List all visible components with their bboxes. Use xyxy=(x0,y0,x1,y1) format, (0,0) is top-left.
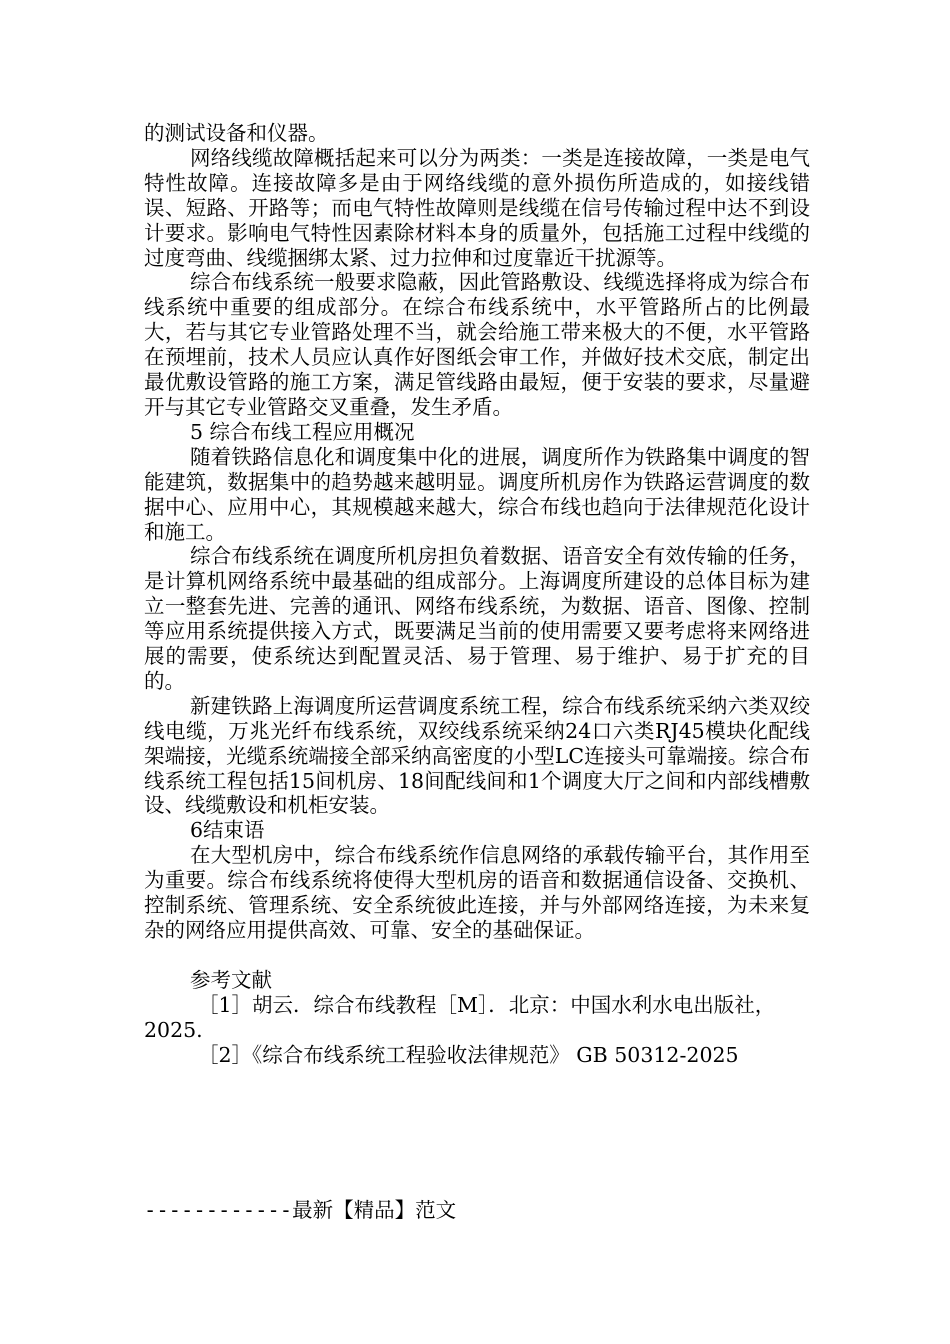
body-text xyxy=(144,121,810,1068)
paragraph-conduit: 综合布线系统一般要求隐蔽，因此管路敷设、线缆选择将成为综合布线系统中重要的组成部分。在综合布线系统中，水平管路所占的比例最大，若与其它专业管路处理不当，就会给施工带来极大的不便，水平管路在预埋前，技术人员应认真作好图纸会审工作，并做好技术交底，制定出最优敷设管路的施工方案，满足管线路由最短，便于安装的要求，尽量避开与其它专业管路交叉重叠，发生矛盾。 xyxy=(144,270,810,419)
references-title: 参考文献 xyxy=(190,967,272,992)
paragraph-continuation: 的测试设备和仪器。 xyxy=(144,121,329,145)
spacer xyxy=(144,943,810,968)
reference-item: ［1］胡云．综合布线教程［M］．北京：中国水利水电出版社，2025. xyxy=(144,992,776,1042)
section-5-paragraph: 综合布线系统在调度所机房担负着数据、语音安全有效传输的任务，是计算机网络系统中最基础的组成部分。上海调度所建设的总体目标为建立一整套先进、完善的通讯、网络布线系统，为数据、语音、图像、控制等应用系统提供接入方式，既要满足当前的使用需要又要考虑将来网络进展的需要，使系统达到配置灵活、易于管理、易于维护、易于扩充的目的。 xyxy=(144,544,810,693)
section-5-paragraph: 随着铁路信息化和调度集中化的进展，调度所作为铁路集中调度的智能建筑，数据集中的趋势越来越明显。调度所机房作为铁路运营调度的数据中心、应用中心，其规模越来越大，综合布线也趋向于法律规范化设计和施工。 xyxy=(144,444,810,544)
reference-item: ［2］《综合布线系统工程验收法律规范》 GB 50312-2025 xyxy=(198,1042,739,1067)
section-6-paragraph: 在大型机房中，综合布线系统作信息网络的承载传输平台，其作用至为重要。综合布线系统将使得大型机房的语音和数据通信设备、交换机、控制系统、管理系统、安全系统彼此连接，并与外部网络连接，为未来复杂的网络应用提供高效、可靠、安全的基础保证。 xyxy=(144,843,810,942)
section-6-heading: 6结束语 xyxy=(190,818,265,843)
section-5-heading: 5 综合布线工程应用概况 xyxy=(190,419,415,444)
footer-text: 最新【精品】范文 xyxy=(292,1198,457,1222)
footer xyxy=(144,1193,456,1223)
section-5-paragraph: 新建铁路上海调度所运营调度系统工程，综合布线系统采纳六类双绞线电缆，万兆光纤布线系统，双绞线系统采纳24口六类RJ45模块化配线架端接，光缆系统端接全部采纳高密度的小型LC连接头可靠端接。综合布线系统工程包括15间机房、18间配线间和1个调度大厅之间和内部线槽敷设、线缆敷设和机柜安装。 xyxy=(144,693,810,818)
footer-dashes: ------------ xyxy=(144,1198,293,1222)
paragraph-cable-faults: 网络线缆故障概括起来可以分为两类：一类是连接故障，一类是电气特性故障。连接故障多是由于网络线缆的意外损伤所造成的，如接线错误、短路、开路等；而电气特性故障则是线缆在信号传输过程中达不到设计要求。影响电气特性因素除材料本身的质量外，包括施工过程中线缆的过度弯曲、线缆捆绑太紧、过力拉伸和过度靠近干扰源等。 xyxy=(144,145,810,270)
